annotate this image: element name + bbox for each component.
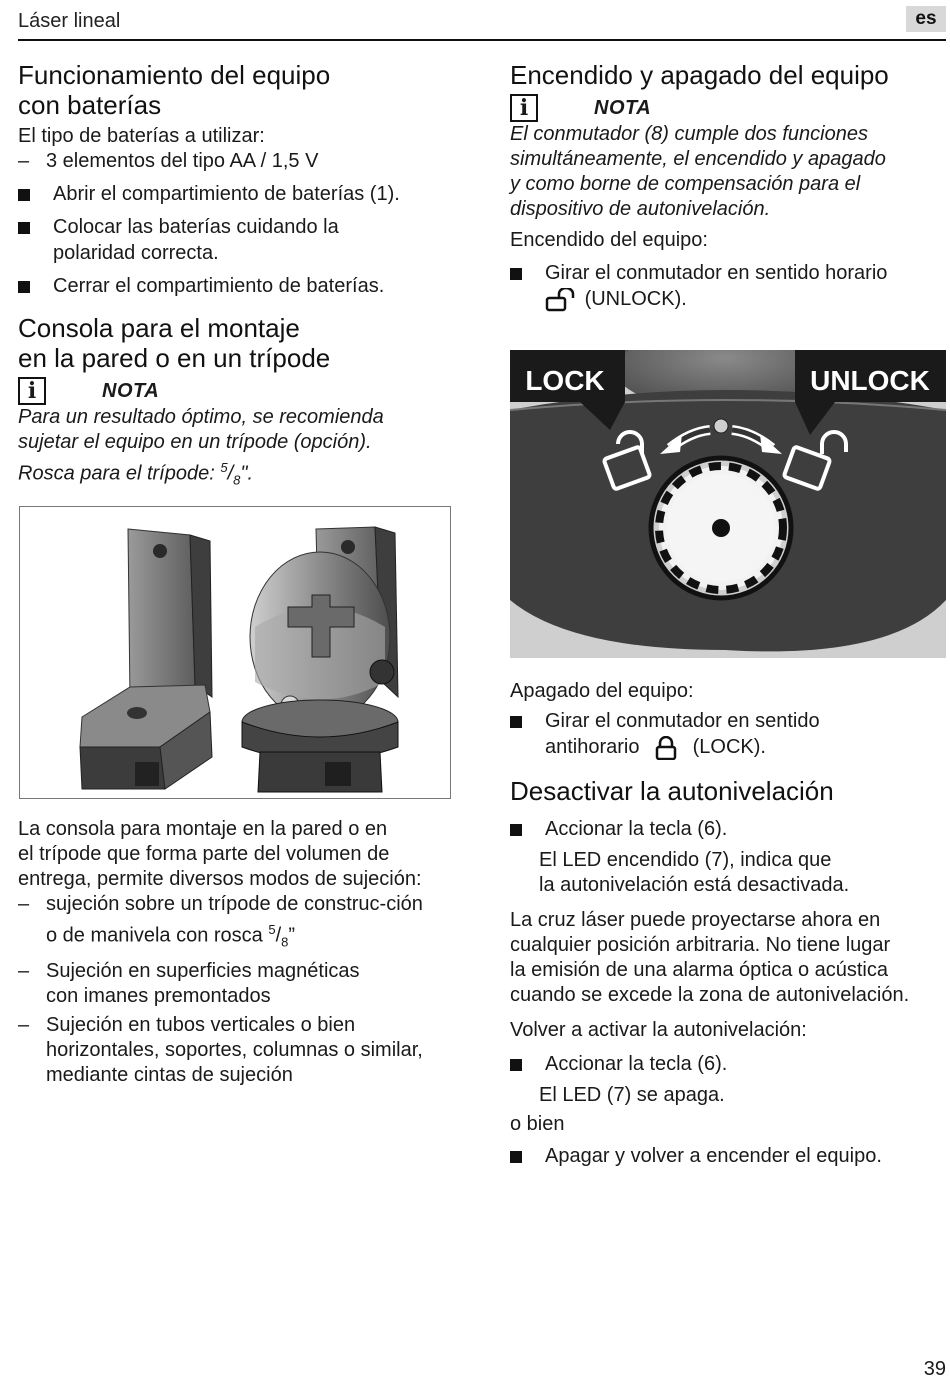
bullet-square-icon: [18, 189, 30, 201]
step-press-key-again: [510, 1051, 940, 1077]
step-press-key: [510, 816, 940, 842]
item-text: horizontales, soportes, columnas o similar,: [46, 1038, 423, 1061]
bullet-square-icon: [18, 222, 30, 234]
unlock-icon: [545, 288, 579, 312]
header-rule: [18, 39, 946, 41]
step-text: Accionar la tecla (6).: [545, 818, 728, 840]
bullet-square-icon: [510, 824, 522, 836]
step-text: Apagar y volver a encender el equipo.: [545, 1145, 882, 1167]
power-off-intro: Apagado del equipo:: [510, 680, 694, 702]
step-insert-batteries: [18, 214, 458, 266]
note-label: NOTA: [594, 96, 652, 119]
reactivate-intro: Volver a activar la autonivelación:: [510, 1019, 807, 1041]
or-text: o bien: [510, 1113, 565, 1135]
lock-label: LOCK: [525, 365, 605, 396]
step-result: El LED encendido (7), indica que la autonivelación está desactivada.: [539, 849, 850, 896]
lock-dial-illustration: [510, 350, 946, 658]
step-text: polaridad correcta.: [53, 242, 219, 264]
mount-option-tubes: – Sujeción en tubos verticales o bien horizontales, soportes, columnas o similar, mediante cintas de sujeción: [18, 1013, 423, 1086]
step-text: Girar el conmutador en sentido horario: [545, 262, 888, 284]
power-on-intro: Encendido del equipo:: [510, 229, 708, 251]
section-title-autolevel: Desactivar la autonivelación: [510, 776, 834, 806]
step-close-compartment: [18, 273, 458, 299]
step-open-compartment: [18, 181, 458, 207]
item-text: Sujeción en superficies magnéticas: [46, 959, 360, 982]
wall-mount-illustration: [20, 507, 450, 798]
mount-option-tripod: – sujeción sobre un trípode de construc-ción o de manivela con rosca $^5/_8$”: [18, 893, 423, 950]
step-text: Girar el conmutador en sentido: [545, 710, 820, 732]
section-title-batteries: [18, 60, 458, 120]
batteries-intro: El tipo de baterías a utilizar:: [18, 125, 265, 147]
section-title-power: Encendido y apagado del equipo: [510, 60, 889, 90]
step-text: (UNLOCK).: [584, 288, 687, 310]
item-text: Sujeción en tubos verticales o bien: [46, 1013, 356, 1036]
note-header: [510, 94, 940, 122]
section-title-mount: [18, 313, 458, 373]
page-number: 39: [923, 1358, 946, 1380]
lock-icon: [651, 736, 681, 760]
step-restart: [510, 1143, 940, 1169]
bullet-square-icon: [510, 1059, 522, 1071]
note-header: [18, 377, 458, 405]
step-power-off: [510, 708, 940, 760]
step-result: El LED (7) se apaga.: [539, 1084, 725, 1106]
step-power-on: [510, 260, 940, 312]
info-icon: i: [510, 94, 538, 122]
title-line: Funcionamiento del equipo: [18, 60, 331, 90]
title-line: en la pared o en un trípode: [18, 343, 331, 373]
item-text: 3 elementos del tipo AA / 1,5 V: [46, 150, 319, 172]
mount-figure: [19, 506, 451, 799]
step-text: Accionar la tecla (6).: [545, 1053, 728, 1075]
step-text: Colocar las baterías cuidando la: [53, 216, 339, 238]
item-text: mediante cintas de sujeción: [46, 1063, 293, 1086]
mount-body: [18, 817, 458, 1088]
step-text: (LOCK).: [692, 736, 766, 758]
note-text: El conmutador (8) cumple dos funciones simultáneamente, el encendido y apagado y como borne de compensación para el dispositivo de autonivelación.: [510, 123, 886, 220]
mount-option-magnetic: – Sujeción en superficies magnéticas con imanes premontados: [18, 959, 360, 1007]
battery-type-item: – 3 elementos del tipo AA / 1,5 V: [18, 150, 319, 172]
autolevel-paragraph: La cruz láser puede proyectarse ahora en cualquier posición arbitraria. No tiene lugar la emisión de una alarma óptica o acústica cuando se excede la zona de autonivelación.: [510, 909, 910, 1006]
info-icon: i: [18, 377, 46, 405]
note-text: Para un resultado óptimo, se recomienda sujetar el equipo en un trípode (opción). Rosca para el trípode: $^5/_8$".: [18, 406, 384, 488]
running-header: Láser lineal: [18, 10, 121, 32]
item-text: sujeción sobre un trípode de construc-ción: [46, 893, 423, 915]
title-line: con baterías: [18, 90, 162, 120]
title-line: Consola para el montaje: [18, 313, 300, 343]
item-text: con imanes premontados: [46, 984, 271, 1007]
step-text: antihorario: [545, 736, 640, 758]
unlock-label: UNLOCK: [810, 365, 930, 396]
bullet-square-icon: [510, 268, 522, 280]
step-text: Abrir el compartimiento de baterías (1).: [53, 183, 400, 205]
note-label: NOTA: [102, 379, 160, 402]
mount-paragraph: La consola para montaje en la pared o en el trípode que forma parte del volumen de entrega, permite diversos modos de sujeción:: [18, 818, 422, 890]
step-text: Cerrar el compartimiento de baterías.: [53, 275, 385, 297]
left-column: [18, 60, 458, 493]
bullet-square-icon: [510, 716, 522, 728]
language-tag: es: [906, 6, 946, 32]
right-column: [510, 60, 940, 312]
lock-dial-figure: [510, 350, 946, 658]
bullet-square-icon: [510, 1151, 522, 1163]
item-text: o de manivela con rosca: [46, 924, 269, 947]
bullet-square-icon: [18, 281, 30, 293]
right-body: [510, 679, 940, 1169]
